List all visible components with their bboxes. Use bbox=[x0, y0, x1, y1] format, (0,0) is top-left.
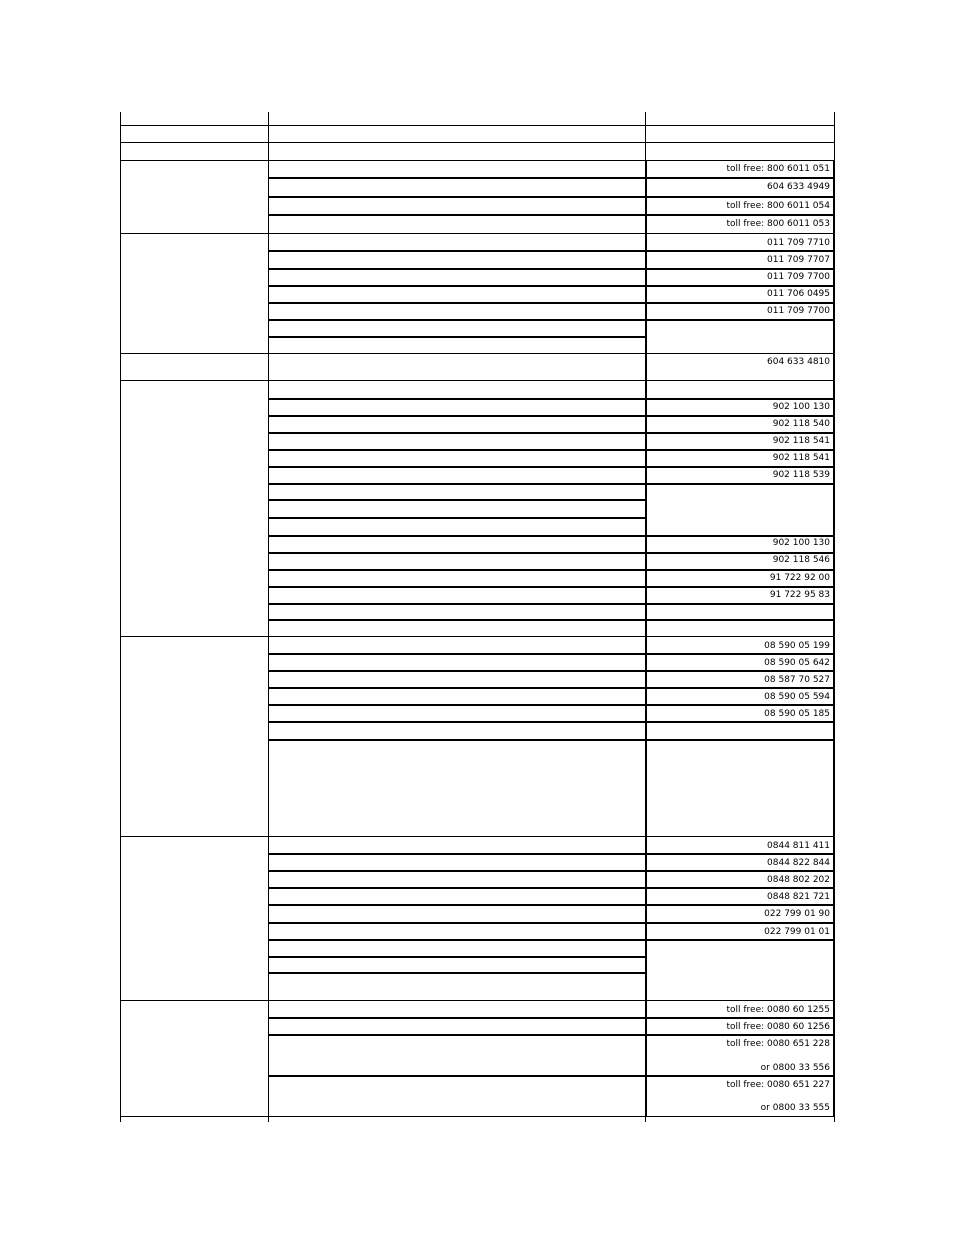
grid-line bbox=[120, 353, 835, 354]
grid-line bbox=[268, 603, 835, 605]
grid-line bbox=[268, 704, 835, 706]
phone-number: or 0800 33 555 bbox=[760, 1103, 830, 1113]
grid-line bbox=[268, 972, 646, 974]
grid-line bbox=[268, 569, 835, 571]
grid-line bbox=[120, 836, 835, 837]
grid-line bbox=[268, 398, 835, 400]
grid-line bbox=[268, 939, 835, 941]
phone-number: toll free: 800 6011 051 bbox=[726, 164, 830, 174]
phone-number: 604 633 4810 bbox=[767, 357, 830, 367]
grid-line bbox=[268, 956, 646, 958]
grid-line bbox=[268, 619, 835, 621]
grid-line bbox=[268, 904, 835, 906]
grid-line bbox=[268, 483, 835, 485]
phone-number: 0844 822 844 bbox=[767, 858, 830, 868]
grid-line bbox=[268, 336, 646, 338]
grid-line bbox=[268, 586, 835, 588]
phone-number: 08 590 05 199 bbox=[764, 641, 830, 651]
grid-line bbox=[268, 415, 835, 417]
grid-line bbox=[834, 112, 835, 1122]
grid-line bbox=[268, 517, 646, 519]
grid-line bbox=[268, 449, 835, 451]
phone-number: 011 709 7700 bbox=[767, 306, 830, 316]
grid-line bbox=[268, 466, 835, 468]
grid-line bbox=[268, 670, 835, 672]
phone-number: toll free: 0080 651 228 bbox=[726, 1039, 830, 1049]
grid-line bbox=[268, 721, 835, 723]
phone-number: 08 587 70 527 bbox=[764, 675, 830, 685]
grid-line bbox=[268, 653, 835, 655]
grid-line bbox=[268, 112, 269, 1122]
phone-number: 902 118 539 bbox=[772, 470, 830, 480]
grid-line bbox=[268, 499, 646, 501]
phone-number: 011 709 7710 bbox=[767, 238, 830, 248]
grid-line bbox=[120, 380, 835, 381]
grid-line bbox=[268, 319, 835, 321]
phone-number: 0848 821 721 bbox=[767, 892, 830, 902]
grid-line bbox=[268, 1075, 835, 1077]
phone-number: 604 633 4949 bbox=[767, 182, 830, 192]
phone-number: toll free: 0080 60 1256 bbox=[726, 1022, 830, 1032]
phone-number: 902 118 541 bbox=[772, 453, 830, 463]
grid-line bbox=[268, 1017, 835, 1019]
phone-number: 08 590 05 642 bbox=[764, 658, 830, 668]
phone-number: toll free: 800 6011 053 bbox=[726, 219, 830, 229]
grid-line bbox=[268, 302, 835, 304]
phone-number: 011 709 7700 bbox=[767, 272, 830, 282]
phone-number: 902 100 130 bbox=[772, 538, 830, 548]
phone-number: 011 706 0495 bbox=[767, 289, 830, 299]
phone-number: 0848 802 202 bbox=[767, 875, 830, 885]
grid-line bbox=[268, 922, 835, 924]
phone-number: 91 722 92 00 bbox=[769, 573, 830, 583]
phone-number: toll free: 0080 651 227 bbox=[726, 1080, 830, 1090]
grid-line bbox=[268, 196, 835, 198]
phone-number: 08 590 05 594 bbox=[764, 692, 830, 702]
grid-line bbox=[268, 687, 835, 689]
phone-number: 902 118 540 bbox=[772, 419, 830, 429]
phone-number: toll free: 0080 60 1255 bbox=[726, 1005, 830, 1015]
grid-line bbox=[268, 870, 835, 872]
grid-line bbox=[268, 285, 835, 287]
grid-line bbox=[120, 142, 835, 143]
phone-number: 022 799 01 01 bbox=[764, 927, 830, 937]
grid-line bbox=[120, 160, 835, 161]
grid-line bbox=[268, 250, 835, 252]
phone-number: 91 722 95 83 bbox=[769, 590, 830, 600]
grid-line bbox=[120, 125, 835, 126]
grid-line bbox=[268, 853, 835, 855]
phone-number: toll free: 800 6011 054 bbox=[726, 201, 830, 211]
grid-line bbox=[268, 535, 835, 537]
grid-line bbox=[120, 1116, 835, 1117]
grid-line bbox=[120, 233, 835, 234]
grid-line bbox=[268, 552, 835, 554]
grid-line bbox=[268, 432, 835, 434]
phone-number: 902 100 130 bbox=[772, 402, 830, 412]
phone-number: 902 118 541 bbox=[772, 436, 830, 446]
grid-line bbox=[120, 112, 121, 1122]
phone-number: 902 118 546 bbox=[772, 555, 830, 565]
grid-line bbox=[268, 739, 835, 741]
grid-line bbox=[268, 1034, 835, 1036]
phone-number: 0844 811 411 bbox=[767, 841, 830, 851]
grid-line bbox=[268, 214, 835, 216]
grid-line bbox=[268, 887, 835, 889]
phone-number: 011 709 7707 bbox=[767, 255, 830, 265]
grid-line bbox=[268, 177, 835, 179]
grid-line bbox=[120, 636, 835, 637]
phone-number: 022 799 01 90 bbox=[764, 909, 830, 919]
grid-line bbox=[120, 1000, 835, 1001]
phone-number: 08 590 05 185 bbox=[764, 709, 830, 719]
phone-number: or 0800 33 556 bbox=[760, 1063, 830, 1073]
grid-line bbox=[268, 268, 835, 270]
